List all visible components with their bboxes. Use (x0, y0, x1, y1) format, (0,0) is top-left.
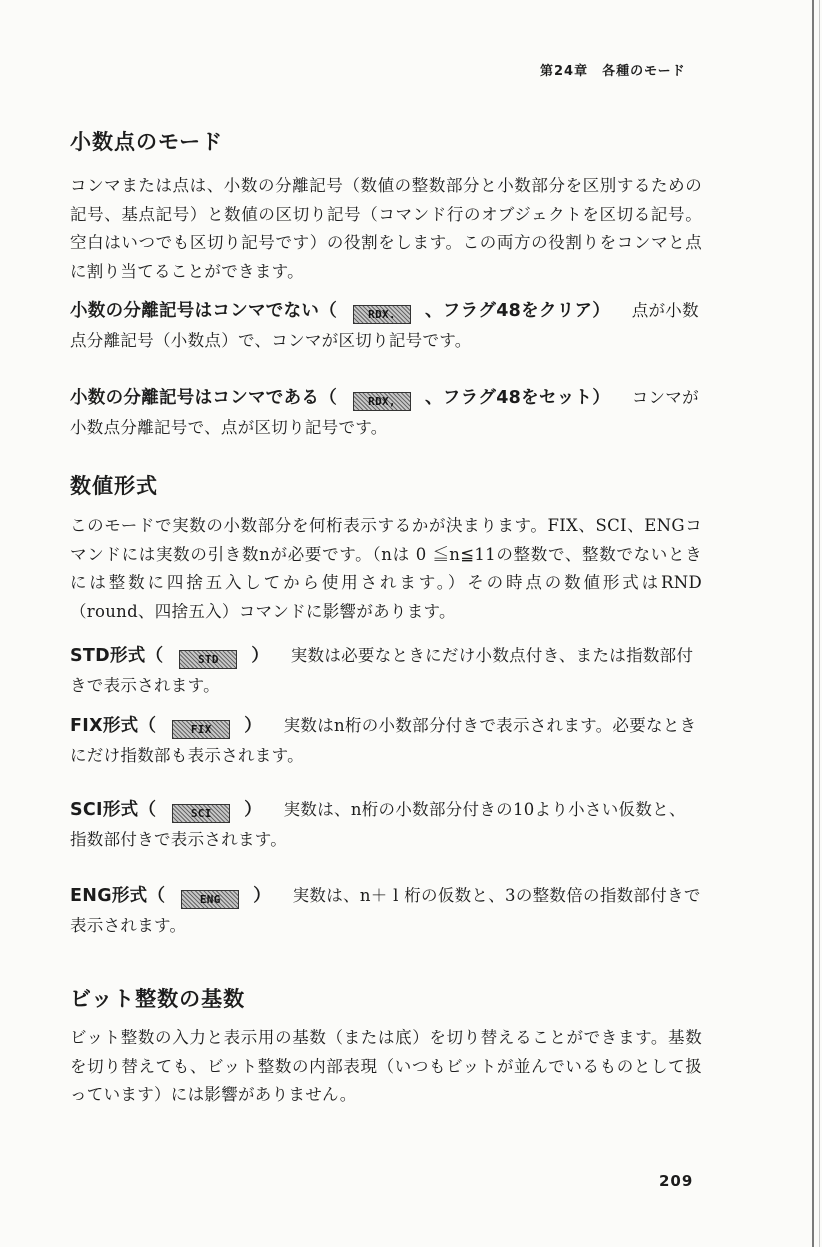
page-edge-line-faint (819, 0, 820, 1247)
section-heading-number-format: 数値形式 (70, 474, 158, 498)
chapter-number: 第24章 (540, 64, 589, 79)
rdx-comma-key-icon: RDX, (353, 392, 411, 411)
section-heading-decimal: 小数点のモード (70, 130, 224, 154)
std-key-icon: STD (179, 650, 237, 669)
entry-description: 実数は必要なときにだけ小数点付き、または指数部付きで表示されます。 (70, 646, 694, 695)
entry-label: 小数の分離記号はコンマである（ (70, 388, 337, 408)
entry-close: ） (244, 716, 263, 736)
decimal-entry-comma (70, 383, 702, 443)
entry-label: STD形式（ (70, 646, 164, 666)
chapter-title: 各種のモード (602, 64, 686, 79)
section-heading-base: ビット整数の基数 (70, 987, 246, 1011)
entry-description: コンマが小数点分離記号で、点が区切り記号です。 (70, 388, 699, 437)
format-entry-std (70, 641, 702, 701)
entry-description: 実数は、n桁の小数部分付きの10より小さい仮数と、指数部付きで表示されます。 (70, 800, 686, 849)
section-body-decimal: コンマまたは点は、小数の分離記号（数値の整数部分と小数部分を区別するための記号、基点記号）と数値の区切り記号（コマンド行のオブジェクトを区切る記号。空白はいつでも区切り記号です）の役割をします。この両方の役割りをコンマと点に割り当てることができます。 (70, 176, 702, 281)
entry-close: ） (244, 800, 263, 820)
sci-key-icon: SCI (172, 804, 230, 823)
section-body-base: ビット整数の入力と表示用の基数（または底）を切り替えることができます。基数を切り替えても、ビット整数の内部表現（いつもビットが並んでいるものとして扱っています）には影響がありません。 (70, 1028, 702, 1104)
section-body-number-format: このモードで実数の小数部分を何桁表示するかが決まります。FIX、SCI、ENGコマンドには実数の引き数nが必要です。（nは 0 ≦n≦11の整数で、整数でないときには整数に四捨五入してから使用されます。）その時点の数値形式はRND（round、四捨五入）コマンドに影響があります。 (70, 516, 702, 621)
entry-close: ） (253, 886, 272, 906)
entry-label: ENG形式（ (70, 886, 166, 906)
entry-description: 点が小数点分離記号（小数点）で、コンマが区切り記号です。 (70, 301, 699, 350)
entry-label: SCI形式（ (70, 800, 157, 820)
running-head (540, 60, 700, 79)
entry-flag-text: 、フラグ48をクリア） (425, 301, 611, 321)
entry-description: 実数は、n＋ l 桁の仮数と、3の整数倍の指数部付きで表示されます。 (70, 886, 701, 935)
entry-label: 小数の分離記号はコンマでない（ (70, 301, 337, 321)
entry-description: 実数はn桁の小数部分付きで表示されます。必要なときにだけ指数部も表示されます。 (70, 716, 697, 765)
page-number: 209 (659, 1172, 694, 1190)
eng-key-icon: ENG (181, 890, 239, 909)
format-entry-sci (70, 795, 702, 855)
format-entry-fix (70, 711, 702, 771)
page-edge-line (812, 0, 814, 1247)
format-entry-eng (70, 881, 702, 941)
decimal-entry-point (70, 296, 702, 356)
entry-label: FIX形式（ (70, 716, 157, 736)
fix-key-icon: FIX (172, 720, 230, 739)
entry-close: ） (251, 646, 270, 666)
entry-flag-text: 、フラグ48をセット） (425, 388, 611, 408)
rdx-point-key-icon: RDX. (353, 305, 411, 324)
